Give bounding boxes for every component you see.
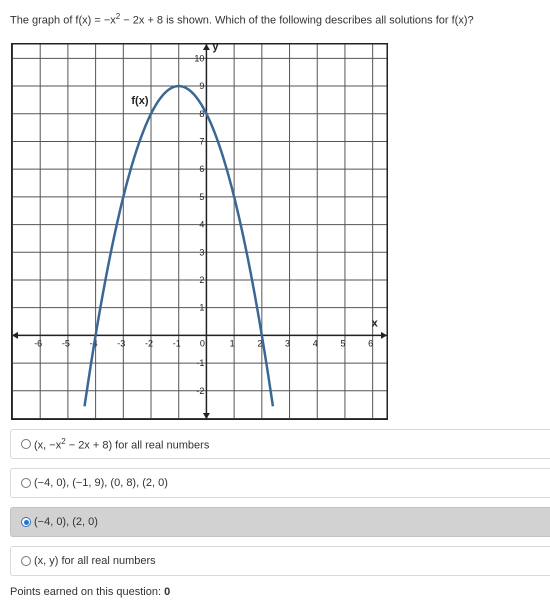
answer-option-label	[34, 437, 209, 452]
x-tick-label: 1	[229, 338, 235, 349]
answer-option-2[interactable]	[10, 468, 550, 498]
y-tick-label: 8	[199, 108, 205, 119]
answer-option-4[interactable]	[10, 546, 550, 576]
question-suffix: − 2x + 8 is shown. Which of the following describes all solutions for f(x)?	[120, 14, 474, 27]
x-tick-label: -2	[145, 338, 154, 349]
x-tick-label: -5	[61, 338, 70, 349]
curve-label: f(x)	[131, 95, 149, 108]
y-axis-label: y	[212, 43, 219, 54]
x-tick-label: 6	[368, 338, 374, 349]
x-tick-label: -6	[34, 338, 43, 349]
radio-button[interactable]	[21, 478, 31, 488]
option-text: (−4, 0), (−1, 9), (0, 8), (2, 0)	[34, 477, 168, 489]
y-axis-arrow-up	[203, 44, 210, 50]
radio-button[interactable]	[21, 556, 31, 566]
answer-option-label	[34, 477, 168, 489]
y-tick-label: -2	[196, 385, 205, 396]
radio-button[interactable]	[21, 439, 31, 449]
x-tick-label: 2	[257, 338, 263, 349]
y-tick-label: 10	[194, 53, 205, 64]
option-text-suffix: − 2x + 8) for all real numbers	[65, 439, 210, 452]
question-exponent: 2	[115, 12, 121, 21]
option-text: (x, −x	[34, 439, 62, 452]
function-graph	[11, 43, 388, 420]
x-tick-label: 0	[199, 338, 205, 349]
points-value: 0	[164, 586, 171, 598]
y-tick-label: 1	[199, 302, 205, 313]
x-tick-label: -4	[89, 338, 98, 349]
y-tick-label: 2	[199, 274, 205, 285]
option-text: (x, y) for all real numbers	[34, 555, 156, 567]
points-label: Points earned on this question:	[10, 586, 162, 598]
y-tick-label: 3	[199, 247, 205, 258]
y-tick-label: 4	[199, 219, 205, 230]
y-tick-label: 6	[199, 164, 205, 175]
answer-option-label	[34, 555, 156, 567]
x-tick-label: -3	[117, 338, 126, 349]
graph-svg	[11, 43, 388, 420]
x-axis-arrow-right	[381, 332, 387, 339]
answer-option-3[interactable]	[10, 507, 550, 537]
answer-option-label	[34, 516, 98, 528]
y-tick-label: 7	[199, 136, 205, 147]
points-earned	[10, 586, 170, 598]
option-text: (−4, 0), (2, 0)	[34, 516, 98, 528]
y-tick-label: 9	[199, 81, 205, 92]
option-exponent: 2	[61, 436, 66, 446]
y-tick-label: 5	[199, 191, 205, 202]
question-text	[10, 12, 474, 27]
answer-option-1[interactable]	[10, 429, 550, 459]
radio-button[interactable]	[21, 517, 31, 527]
question-prefix: The graph of f(x) = −x	[10, 14, 116, 27]
y-tick-label: -1	[196, 358, 205, 369]
x-tick-label: -1	[172, 338, 181, 349]
x-tick-label: 3	[285, 338, 291, 349]
x-tick-label: 4	[312, 338, 318, 349]
x-tick-label: 5	[340, 338, 346, 349]
x-axis-label: x	[371, 317, 378, 330]
